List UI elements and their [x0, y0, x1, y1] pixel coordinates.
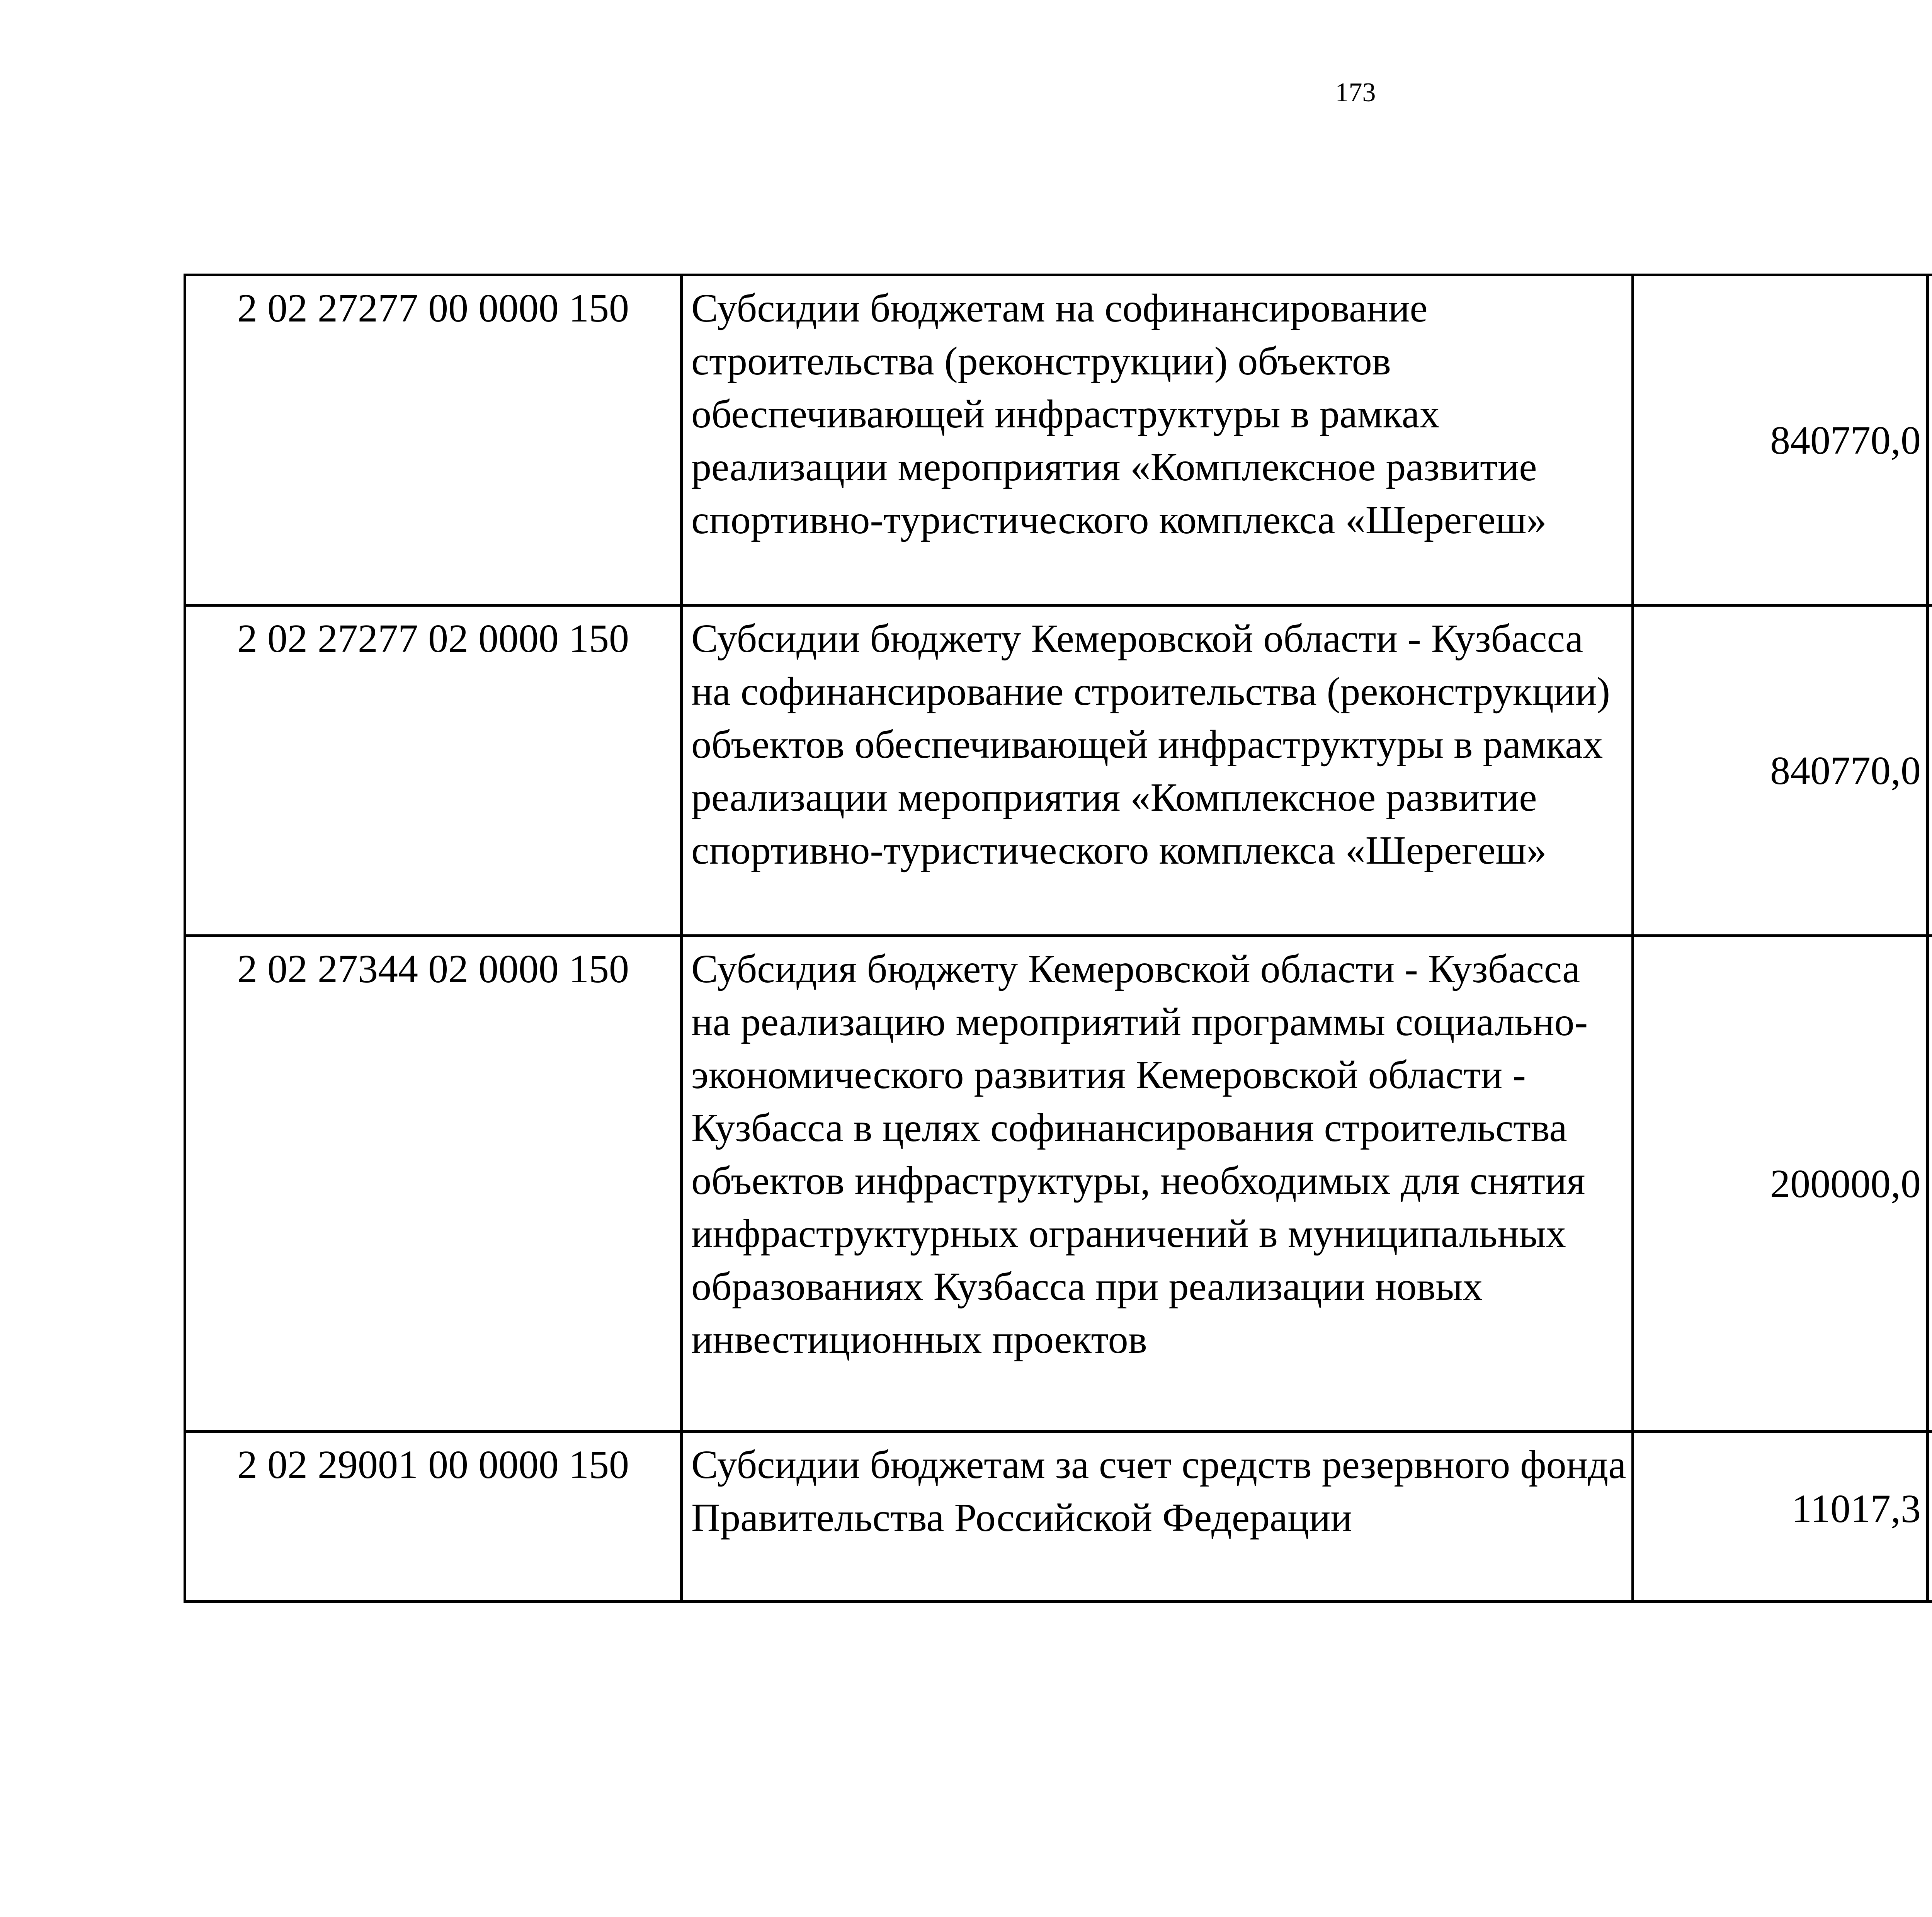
table-row: [185, 606, 1932, 936]
amount-year-2-cell: [1928, 936, 1932, 1432]
amount-year-1-cell: 840770,0: [1633, 275, 1928, 606]
amount-year-2-cell: [1928, 1432, 1932, 1602]
table-row: [185, 275, 1932, 606]
amount-year-2-cell: [1928, 606, 1932, 936]
table-row: [185, 936, 1932, 1432]
budget-code-cell: 2 02 29001 00 0000 150: [185, 1432, 682, 1602]
amount-year-2-cell: [1928, 275, 1932, 606]
table-row: [185, 1432, 1932, 1602]
budget-code-cell: 2 02 27344 02 0000 150: [185, 936, 682, 1432]
amount-year-1-cell: [1633, 1432, 1928, 1602]
revenue-name-cell: Субсидии бюджетам на софинансирование строительства (реконструкции) объектов обеспечивающей инфраструктуры в рамках реализации мероприятия «Комплексное развитие спортивно-туристического комплекса «Шерегеш»: [682, 275, 1633, 606]
budget-code-cell: 2 02 27277 02 0000 150: [185, 606, 682, 936]
revenue-name-cell: Субсидии бюджетам за счет средств резервного фонда Правительства Российской Федерации: [682, 1432, 1633, 1602]
amount-value: 11017,3: [1791, 1487, 1921, 1531]
amount-year-1-cell: 200000,0: [1633, 936, 1928, 1432]
revenue-name-cell: Субсидии бюджету Кемеровской области - Кузбасса на софинансирование строительства (реконструкции) объектов обеспечивающей инфраструктуры в рамках реализации мероприятия «Комплексное развитие спортивно-туристического комплекса «Шерегеш»: [682, 606, 1633, 936]
budget-revenue-table: [184, 274, 1932, 1603]
amount-year-1-cell: 840770,0: [1633, 606, 1928, 936]
budget-code-cell: 2 02 27277 00 0000 150: [185, 275, 682, 606]
revenue-name-cell: Субсидия бюджету Кемеровской области - Кузбасса на реализацию мероприятий программы социально-экономического развития Кемеровской области - Кузбасса в целях софинансирования строительства объектов инфраструктуры, необходимых для снятия инфраструктурных ограничений в муниципальных образованиях Кузбасса при реализации новых инвестиционных проектов: [682, 936, 1633, 1432]
page-number: 173: [1335, 78, 1376, 107]
